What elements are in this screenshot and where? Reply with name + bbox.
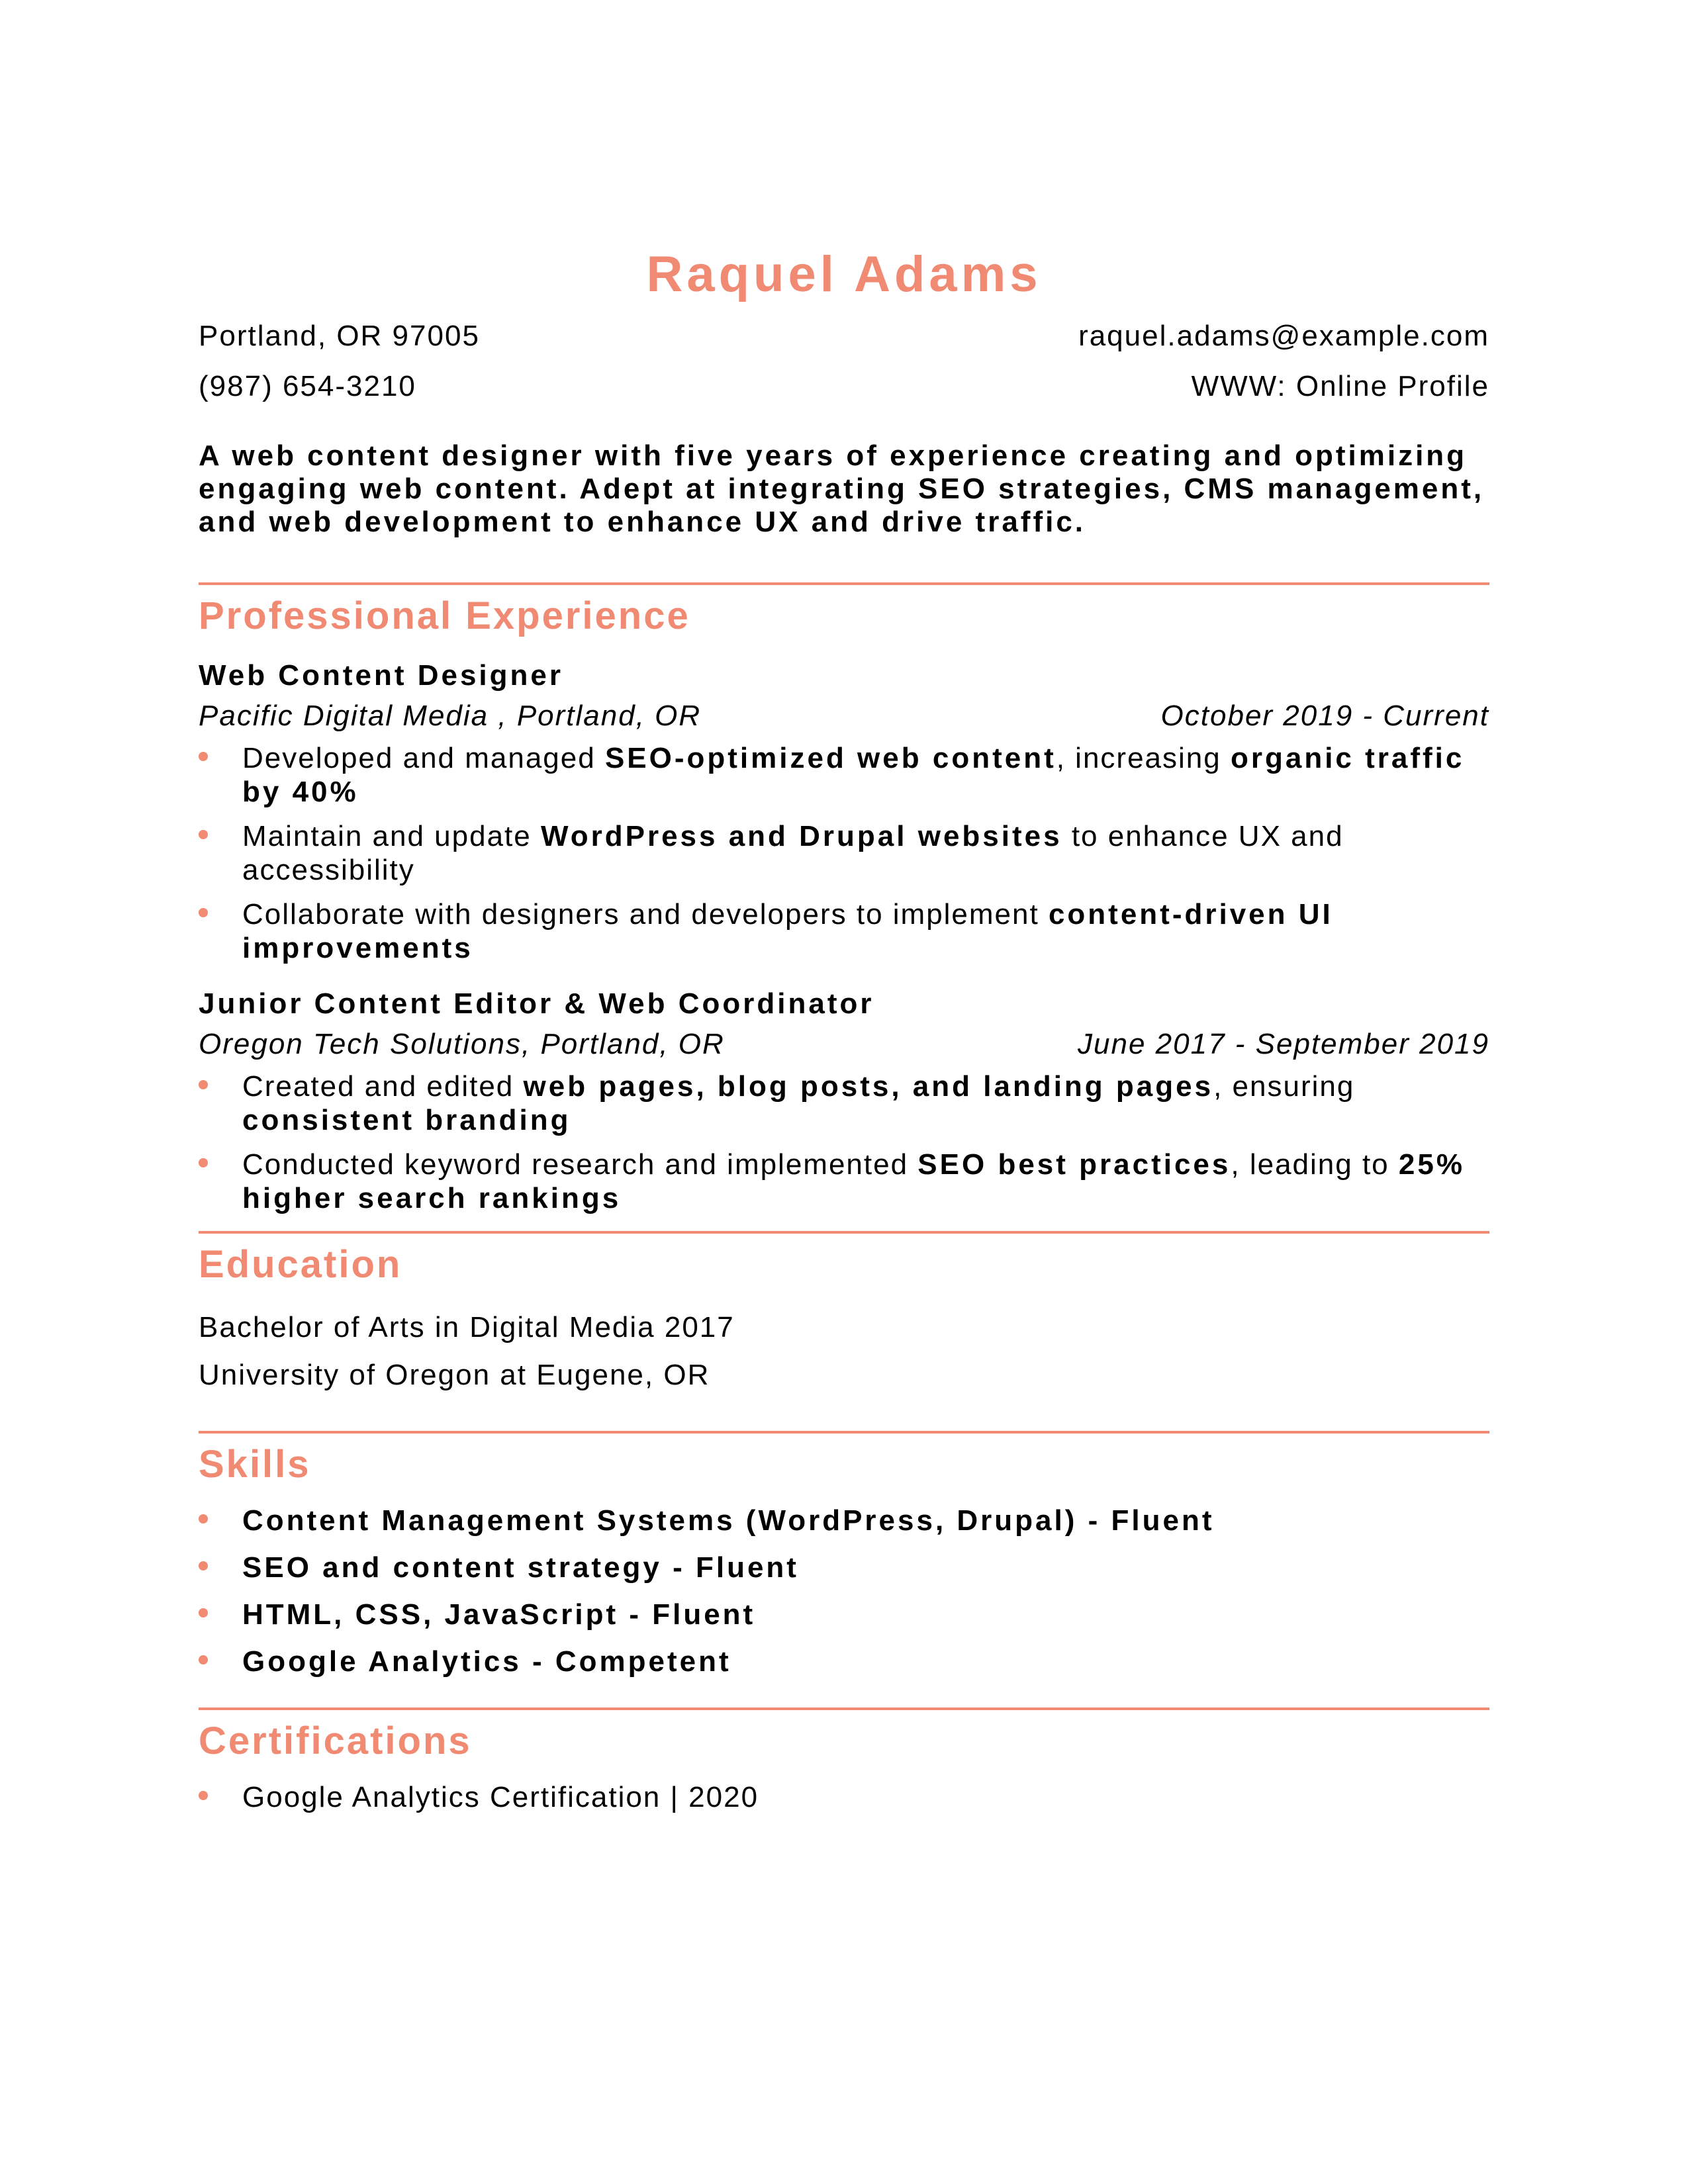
resume-page (199, 238, 1489, 1825)
text: to enhance UX and accessibility (242, 820, 1344, 886)
job-bullets (199, 1069, 1489, 1215)
section-title-skills: Skills (199, 1443, 311, 1486)
certification-item: Google Analytics Certification | 2020 (199, 1780, 1489, 1814)
skill-item: Google Analytics - Competent (199, 1645, 1489, 1678)
bold-text: content-driven UI improvements (242, 898, 1333, 964)
bold-text: web pages, blog posts, and landing pages (523, 1070, 1214, 1103)
skills-list (199, 1504, 1489, 1678)
contact-block (199, 311, 1489, 412)
experience-section (199, 582, 1489, 1215)
certifications-section (199, 1707, 1489, 1814)
professional-summary: A web content designer with five years of experience creating and optimizing engaging web content. Adept at integrating SEO strategies, CMS management, and web development to enhance UX and drive traffic. (199, 439, 1485, 538)
email-address: raquel.adams@example.com (1078, 320, 1489, 352)
skill-item: HTML, CSS, JavaScript - Fluent (199, 1598, 1489, 1631)
job-meta (199, 696, 1489, 736)
text: , leading to (1231, 1148, 1399, 1181)
company-location: Oregon Tech Solutions, Portland, OR (199, 1028, 725, 1060)
certifications-list (199, 1780, 1489, 1814)
bold-text: 25% higher search rankings (242, 1148, 1465, 1214)
text: Maintain and update (242, 820, 541, 852)
section-divider (199, 1431, 1489, 1433)
company-location: Pacific Digital Media , Portland, OR (199, 700, 702, 732)
degree: Bachelor of Arts in Digital Media 2017 (199, 1311, 735, 1343)
list-item (199, 1069, 1489, 1137)
section-divider (199, 1707, 1489, 1710)
section-title-experience: Professional Experience (199, 594, 690, 637)
section-title-certifications: Certifications (199, 1719, 472, 1762)
text: , increasing (1056, 742, 1231, 774)
list-item (199, 741, 1489, 809)
skills-section (199, 1431, 1489, 1678)
text: Created and edited (242, 1070, 524, 1103)
text: Collaborate with designers and developers to implement (242, 898, 1049, 931)
job-title: Junior Content Editor & Web Coordinator (199, 987, 874, 1020)
job-title: Web Content Designer (199, 659, 564, 692)
job-dates: October 2019 - Current (1160, 700, 1489, 732)
phone-number: (987) 654-3210 (199, 370, 416, 402)
bold-text: SEO-optimized web content (604, 742, 1056, 774)
list-item (199, 897, 1489, 965)
bold-text: consistent branding (242, 1104, 571, 1136)
skill-item: SEO and content strategy - Fluent (199, 1551, 1489, 1584)
candidate-name: Raquel Adams (646, 246, 1042, 302)
job-list (199, 655, 1489, 1215)
text: , ensuring (1213, 1070, 1355, 1103)
website-link[interactable]: WWW: Online Profile (1191, 370, 1489, 402)
job-dates: June 2017 - September 2019 (1078, 1028, 1489, 1060)
school: University of Oregon at Eugene, OR (199, 1359, 710, 1391)
job-entry (199, 983, 1489, 1215)
education-section (199, 1231, 1489, 1399)
text: Conducted keyword research and implemented (242, 1148, 918, 1181)
bold-text: SEO best practices (917, 1148, 1231, 1181)
job-entry (199, 655, 1489, 965)
skill-item: Content Management Systems (WordPress, Drupal) - Fluent (199, 1504, 1489, 1537)
section-title-education: Education (199, 1243, 402, 1286)
location: Portland, OR 97005 (199, 320, 480, 352)
list-item (199, 819, 1489, 887)
job-bullets (199, 741, 1489, 965)
bold-text: organic traffic by 40% (242, 742, 1465, 808)
section-divider (199, 1231, 1489, 1234)
list-item (199, 1148, 1489, 1215)
bold-text: WordPress and Drupal websites (540, 820, 1062, 852)
job-meta (199, 1024, 1489, 1064)
text: Developed and managed (242, 742, 605, 774)
section-divider (199, 582, 1489, 585)
